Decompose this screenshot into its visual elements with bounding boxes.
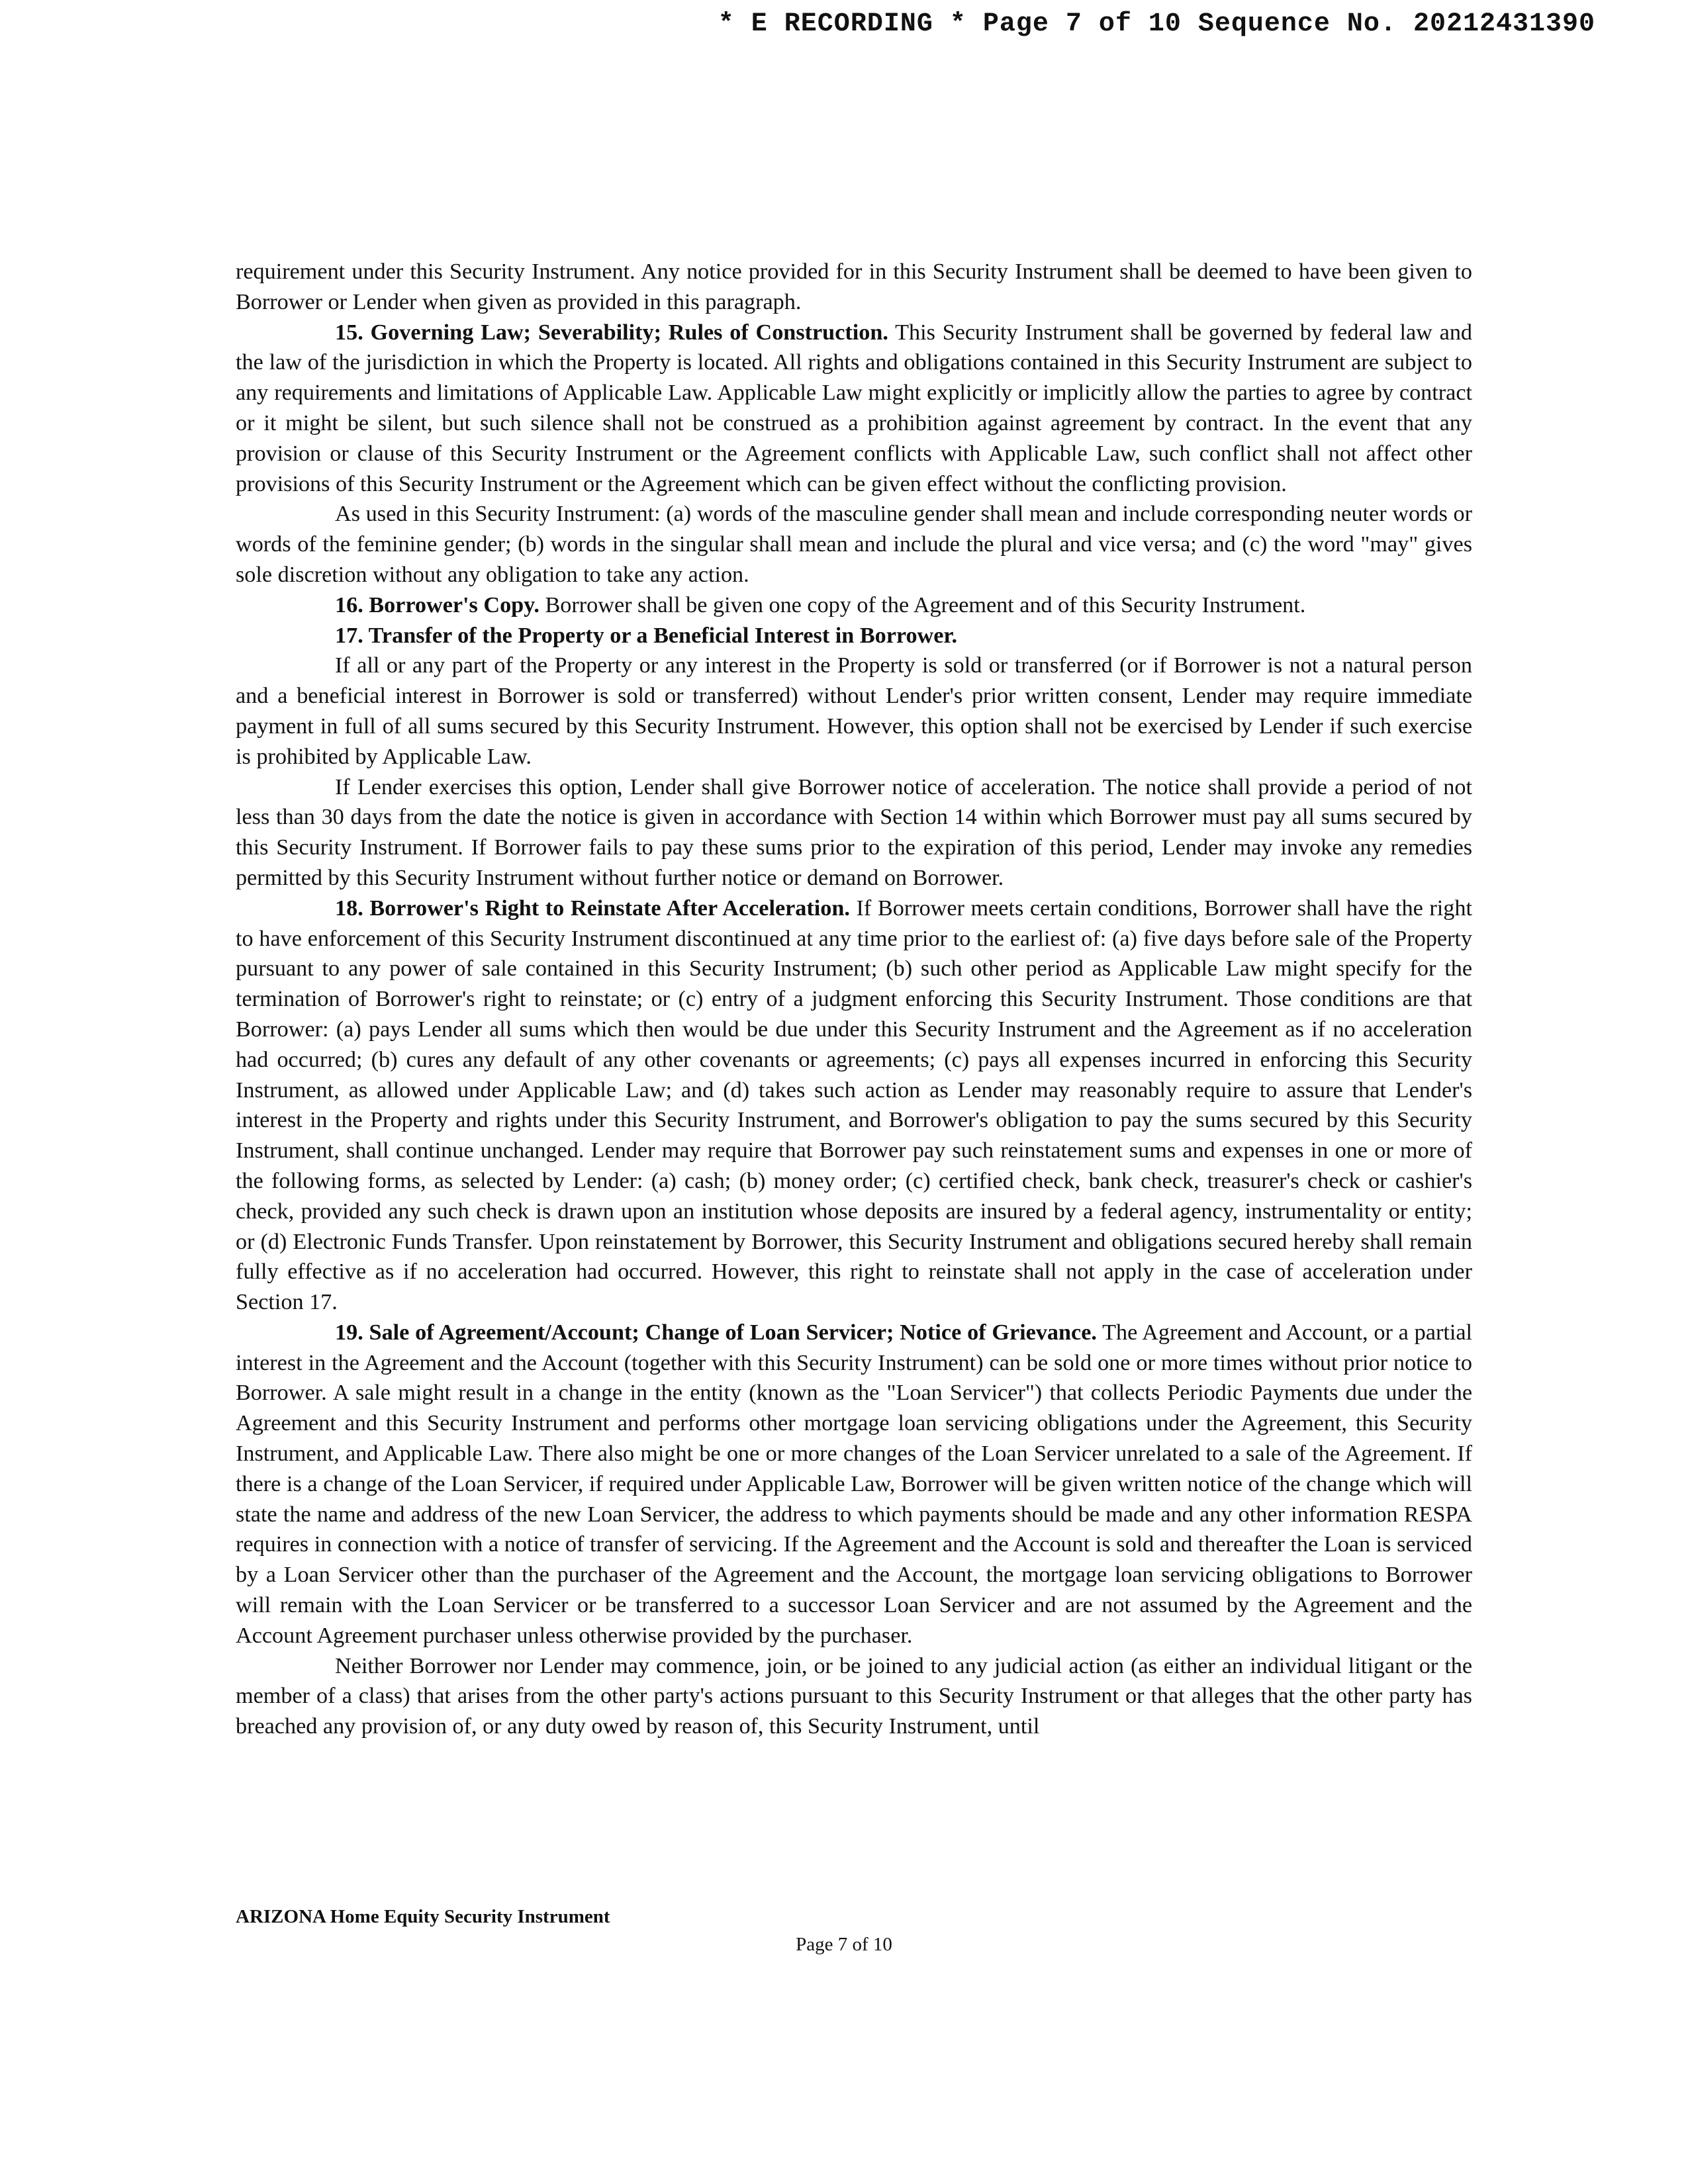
- paragraph-text: This Security Instrument shall be governed by federal law and the law of the jurisdiction in which the Property is located. All rights and obligations contained in this Security Instrument are subject to any requirements and limitations of Applicable Law. Applicable Law might explicitly or implicitly allow the parties to agree by contract or it might be silent, but such silence shall not be construed as a prohibition against agreement by contract. In the event that any provision or clause of this Security Instrument or the Agreement conflicts with Applicable Law, such conflict shall not affect other provisions of this Security Instrument or the Agreement which can be given effect without the conflicting provision.: [236, 320, 1473, 496]
- section-heading: 16. Borrower's Copy.: [335, 592, 539, 617]
- paragraph-text: If all or any part of the Property or any interest in the Property is sold or transferred (or if Borrower is not a natural person and a beneficial interest in Borrower is sold or transferred) without Lender's prior written consent, Lender may require immediate payment in full of all sums secured by this Security Instrument. However, this option shall not be exercised by Lender if such exercise is prohibited by Applicable Law.: [236, 653, 1472, 769]
- paragraph-text: Neither Borrower nor Lender may commence, join, or be joined to any judicial action (as either an individual litigant or the member of a class) that arises from the other party's actions pursuant to this Security Instrument or that alleges that the other party has breached any provision of, or any duty owed by reason of, this Security Instrument, until: [236, 1653, 1472, 1739]
- paragraph-text: The Agreement and Account, or a partial interest in the Agreement and the Account (together with this Security Instrument) can be sold one or more times without prior notice to Borrower. A sale might result in a change in the entity (known as the "Loan Servicer") that collects Periodic Payments due under the Agreement and this Security Instrument and performs other mortgage loan servicing obligations under the Agreement, this Security Instrument, and Applicable Law. There also might be one or more changes of the Loan Servicer unrelated to a sale of the Agreement. If there is a change of the Loan Servicer, if required under Applicable Law, Borrower will be given written notice of the change which will state the name and address of the new Loan Servicer, the address to which payments should be made and any other information RESPA requires in connection with a notice of transfer of servicing. If the Agreement and the Account is sold and thereafter the Loan is serviced by a Loan Servicer other than the purchaser of the Agreement and the Account, the mortgage loan servicing obligations to Borrower will remain with the Loan Servicer or be transferred to a successor Loan Servicer and are not assumed by the Agreement and the Account Agreement purchaser unless otherwise provided by the purchaser.: [236, 1320, 1472, 1648]
- section-heading: 17. Transfer of the Property or a Beneficial Interest in Borrower.: [335, 623, 958, 648]
- section-heading: 19. Sale of Agreement/Account; Change of Loan Servicer; Notice of Grievance.: [335, 1320, 1097, 1345]
- paragraph-text: requirement under this Security Instrument. Any notice provided for in this Security Instrument shall be deemed to have been given to Borrower or Lender when given as provided in this paragraph.: [236, 259, 1472, 314]
- section-heading: 18. Borrower's Right to Reinstate After Acceleration.: [335, 895, 850, 921]
- paragraph-judicial-action: [236, 1651, 1472, 1742]
- page-number: Page 7 of 10: [796, 1934, 892, 1955]
- paragraph-acceleration-notice: [236, 772, 1472, 893]
- paragraph-text: Borrower shall be given one copy of the Agreement and of this Security Instrument.: [539, 592, 1306, 617]
- section-heading: 15. Governing Law; Severability; Rules of Construction.: [335, 320, 888, 345]
- paragraph-text: If Borrower meets certain conditions, Borrower shall have the right to have enforcement of this Security Instrument discontinued at any time prior to the earliest of: (a) five days before sale of the Property pursuant to any power of sale contained in this Security Instrument; (b) such other period as Applicable Law might specify for the termination of Borrower's right to reinstate; or (c) entry of a judgment enforcing this Security Instrument. Those conditions are that Borrower: (a) pays Lender all sums which then would be due under this Security Instrument and the Agreement as if no acceleration had occurred; (b) cures any default of any other covenants or agreements; (c) pays all expenses incurred in enforcing this Security Instrument, as allowed under Applicable Law; and (d) takes such action as Lender may reasonably require to assure that Lender's interest in the Property and rights under this Security Instrument, and Borrower's obligation to pay the sums secured by this Security Instrument, shall continue unchanged. Lender may require that Borrower pay such reinstatement sums and expenses in one or more of the following forms, as selected by Lender: (a) cash; (b) money order; (c) certified check, bank check, treasurer's check or cashier's check, provided any such check is drawn upon an institution whose deposits are insured by a federal agency, instrumentality or entity; or (d) Electronic Funds Transfer. Upon reinstatement by Borrower, this Security Instrument and obligations secured hereby shall remain fully effective as if no acceleration had occurred. However, this right to reinstate shall not apply in the case of acceleration under Section 17.: [236, 895, 1472, 1315]
- section-18-reinstate: [236, 893, 1472, 1318]
- section-16-borrowers-copy: [236, 590, 1472, 621]
- section-19-sale-of-agreement: [236, 1318, 1472, 1651]
- paragraph-usage-definitions: [236, 499, 1472, 590]
- section-15-governing-law: [236, 318, 1472, 500]
- paragraph-text: As used in this Security Instrument: (a) words of the masculine gender shall mean and include corresponding neuter words or words of the feminine gender; (b) words in the singular shall mean and include the plural and vice versa; and (c) the word "may" gives sole discretion without any obligation to take any action.: [236, 502, 1472, 587]
- document-body: [236, 257, 1472, 1742]
- footer-title: ARIZONA Home Equity Security Instrument: [236, 1906, 610, 1927]
- section-17-transfer: [236, 621, 1472, 651]
- paragraph-continuation: [236, 257, 1472, 318]
- paragraph-text: If Lender exercises this option, Lender shall give Borrower notice of acceleration. The notice shall provide a period of not less than 30 days from the date the notice is given in accordance with Section 14 within which Borrower must pay all sums secured by this Security Instrument. If Borrower fails to pay these sums prior to the expiration of this period, Lender may invoke any remedies permitted by this Security Instrument without further notice or demand on Borrower.: [236, 774, 1472, 890]
- recording-stamp: * E RECORDING * Page 7 of 10 Sequence No. 20212431390: [718, 9, 1595, 39]
- paragraph-transfer-consent: [236, 651, 1472, 772]
